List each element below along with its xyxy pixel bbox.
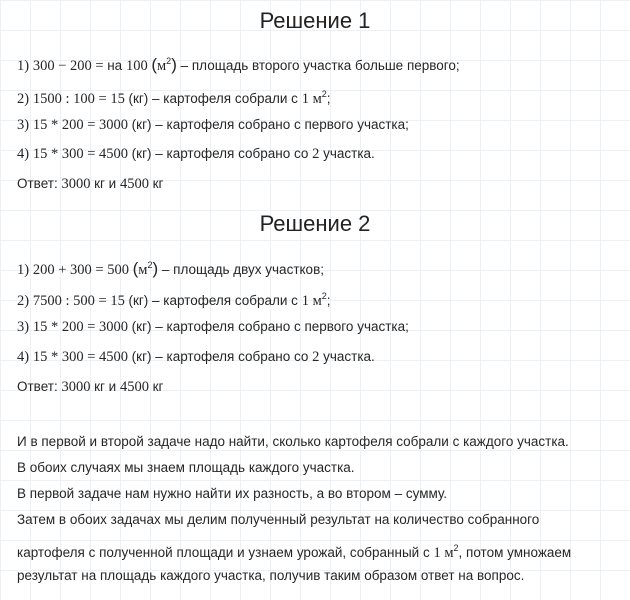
solution-1-title: Решение 1 xyxy=(259,8,371,33)
explanation-line-1: И в первой и второй задаче надо найти, сколько картофеля собрали с каждого участка. xyxy=(17,434,569,449)
solution-1-line-2: 2) 1500 : 100 = 15 (кг) – картофеля собрали с 1 $м^2$; xyxy=(17,89,331,107)
solution-1-answer: Ответ: 3000 кг и 4500 кг xyxy=(17,176,164,192)
solution-2-title: Решение 2 xyxy=(259,211,371,236)
solution-2-line-1: 1) 200 + 300 = 500 $(м^2)$ – площадь двух участков; xyxy=(17,259,324,278)
explanation-line-5: картофеля с полученной площади и узнаем урожай, собранный с 1 $м^2$, потом умножаем xyxy=(17,543,572,561)
explanation-line-4: Затем в обоих задачах мы делим полученный результат на количество собранного xyxy=(17,512,540,527)
explanation-line-2: В обоих случаях мы знаем площадь каждого участка. xyxy=(17,460,355,475)
explanation-line-6: результат на площадь каждого участка, получив таким образом ответ на вопрос. xyxy=(17,568,525,583)
solution-1-line-4: 4) 15 * 300 = 4500 (кг) – картофеля собрано со 2 участка. xyxy=(17,146,375,162)
solution-2-line-3: 3) 15 * 200 = 3000 (кг) – картофеля собрано с первого участка; xyxy=(17,319,409,335)
solution-2-line-2: 2) 7500 : 500 = 15 (кг) – картофеля собрали с 1 $м^2$; xyxy=(17,291,331,309)
solution-1-line-3: 3) 15 * 200 = 3000 (кг) – картофеля собрано с первого участка; xyxy=(17,117,409,133)
solution-1-line-1: 1) 300 − 200 = на 100 $(м^2)$ – площадь второго участка больше первого; xyxy=(17,55,460,74)
solution-2-line-4: 4) 15 * 300 = 4500 (кг) – картофеля собрано со 2 участка. xyxy=(17,349,375,365)
explanation-line-3: В первой задаче нам нужно найти их разность, а во втором – сумму. xyxy=(17,486,448,501)
solution-2-answer: Ответ: 3000 кг и 4500 кг xyxy=(17,379,164,395)
